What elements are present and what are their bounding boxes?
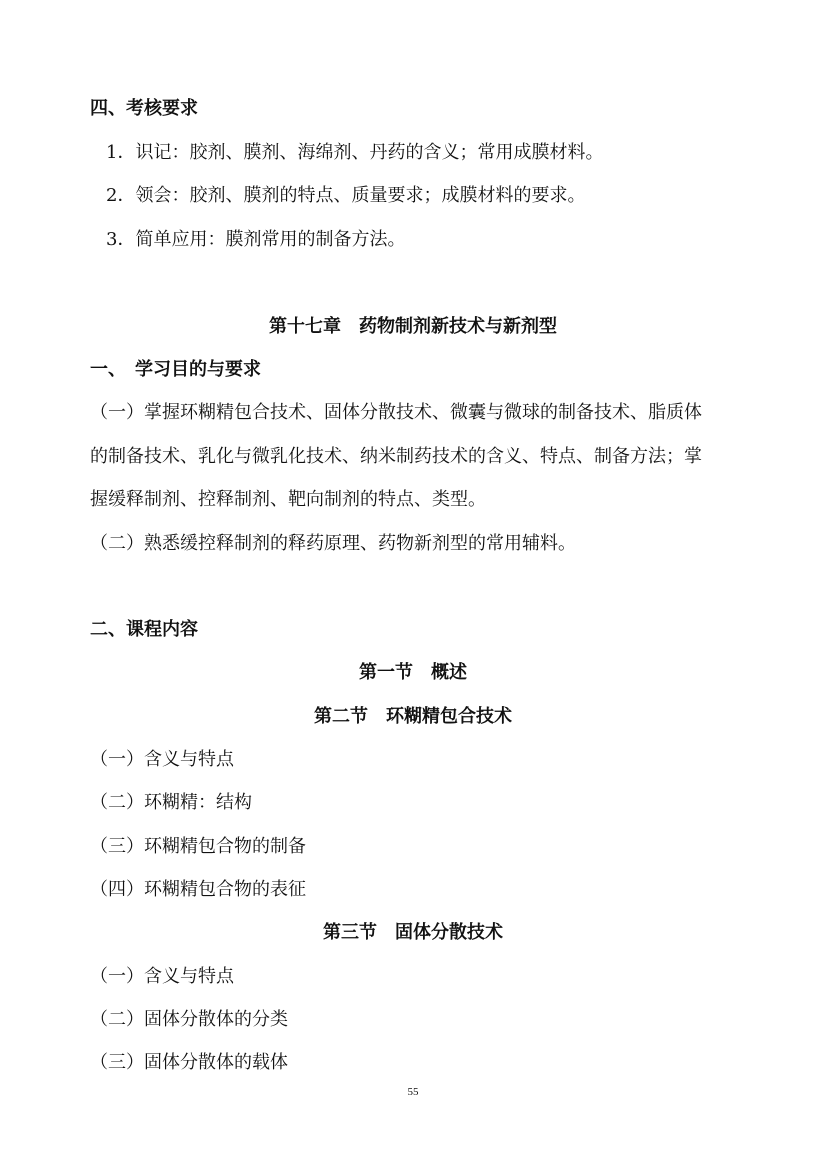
page-number: 55 xyxy=(407,1086,419,1098)
part1-paragraph-line: 的制备技术、乳化与微乳化技术、纳米制药技术的含义、特点、制备方法；掌 xyxy=(90,446,702,467)
part1-paragraph-line: （二）熟悉缓控释制剂的释药原理、药物新剂型的常用辅料。 xyxy=(90,533,576,554)
section2-title: 第二节 环糊精包合技术 xyxy=(314,706,512,727)
part1-paragraph-line: 握缓释制剂、控释制剂、靶向制剂的特点、类型。 xyxy=(90,489,486,510)
section4-heading: 四、考核要求 xyxy=(90,98,198,119)
section2-item: （二）环糊精：结构 xyxy=(90,792,252,813)
section2-item: （四）环糊精包合物的表征 xyxy=(90,879,306,900)
section2-item: （一）含义与特点 xyxy=(90,749,234,770)
section1-title: 第一节 概述 xyxy=(359,662,467,683)
section3-item: （一）含义与特点 xyxy=(90,966,234,987)
section3-title: 第三节 固体分散技术 xyxy=(323,922,503,943)
section4-item: 3．简单应用：膜剂常用的制备方法。 xyxy=(106,229,406,250)
section2-item: （三）环糊精包合物的制备 xyxy=(90,836,306,857)
section3-item: （二）固体分散体的分类 xyxy=(90,1009,288,1030)
part2-heading: 二、课程内容 xyxy=(90,619,198,640)
section4-item: 2．领会：胶剂、膜剂的特点、质量要求；成膜材料的要求。 xyxy=(106,185,586,206)
section4-item: 1．识记：胶剂、膜剂、海绵剂、丹药的含义；常用成膜材料。 xyxy=(106,142,604,163)
part1-paragraph-line: （一）掌握环糊精包合技术、固体分散技术、微囊与微球的制备技术、脂质体 xyxy=(90,402,702,423)
section3-item: （三）固体分散体的载体 xyxy=(90,1052,288,1073)
part1-heading: 一、 学习目的与要求 xyxy=(90,359,261,380)
chapter-title: 第十七章 药物制剂新技术与新剂型 xyxy=(269,316,557,337)
